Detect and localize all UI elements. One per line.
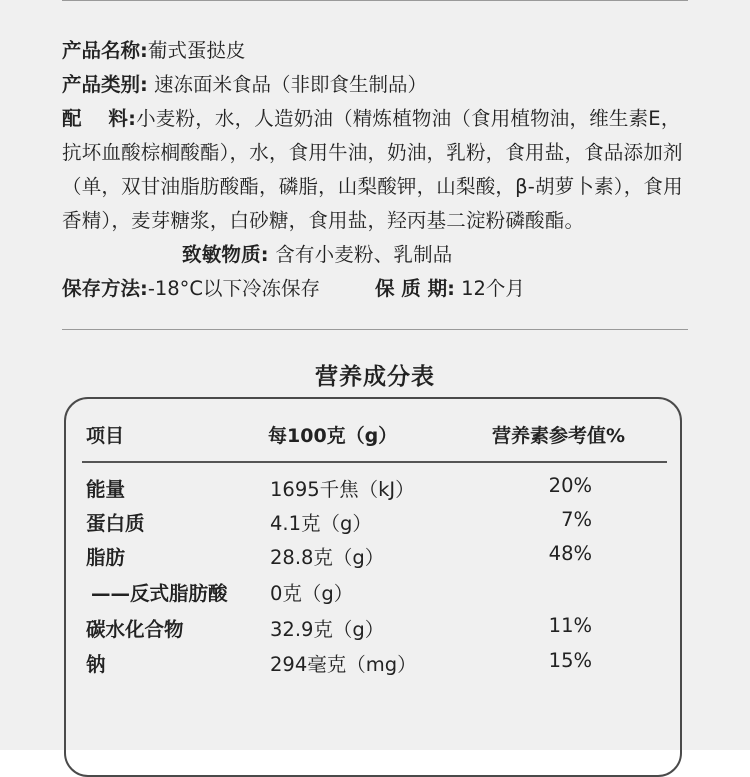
table-row: [0, 508, 750, 542]
section-divider: [62, 329, 688, 330]
nutrient-name: ——反式脂肪酸: [91, 582, 228, 605]
shelf-life-value: 12个月: [454, 277, 525, 300]
product-info-section: [62, 34, 692, 306]
header-item: 项目: [86, 425, 125, 447]
header-per-100g: 每100克（g）: [268, 425, 398, 447]
product-name-label: 产品名称:: [62, 39, 148, 62]
shelf-life-label: 保 质 期:: [375, 277, 455, 300]
nutrient-per-100g: 1695千焦（kJ）: [270, 478, 415, 501]
nutrient-nrv: 15%: [548, 649, 592, 672]
product-category-value: 速冻面米食品（非即食生制品）: [147, 73, 428, 96]
nutrient-per-100g: 32.9克（g）: [270, 618, 385, 641]
table-row: [0, 649, 750, 683]
ingredients-label: 配 料:: [62, 107, 137, 130]
product-name-value: 葡式蛋挞皮: [147, 39, 246, 62]
nutrient-per-100g: 28.8克（g）: [270, 546, 385, 569]
nutrient-per-100g: 4.1克（g）: [270, 512, 372, 535]
table-row: [0, 542, 750, 576]
nutrient-per-100g: 0克（g）: [270, 582, 354, 605]
nutrient-name: 脂肪: [86, 546, 126, 569]
nutrient-name: 能量: [86, 478, 126, 501]
ingredients-row: [62, 102, 692, 272]
nutrient-name: 碳水化合物: [86, 618, 184, 641]
nutrient-name: 钠: [86, 653, 106, 676]
ingredients-value: 小麦粉，水，人造奶油（精炼植物油（食用植物油，维生素E，抗坏血酸棕榈酸酯），水，食用牛油，奶油，乳粉，食用盐，食品添加剂（单，双甘油脂肪酸酯，磷脂，山梨酸钾，山梨酸，β-胡萝卜素），食用香精），麦芽糖浆，白砂糖，食用盐，羟丙基二淀粉磷酸酯。: [62, 107, 683, 232]
nutrient-nrv: 20%: [548, 474, 592, 497]
allergen-value: 含有小麦粉、乳制品: [268, 243, 453, 266]
nutrient-per-100g: 294毫克（mg）: [270, 653, 417, 676]
table-row: [0, 474, 750, 508]
product-name-row: [62, 34, 692, 68]
nutrient-nrv: 7%: [561, 508, 592, 531]
storage-label: 保存方法:: [62, 277, 148, 300]
nutrient-nrv: 48%: [548, 542, 592, 565]
product-category-label: 产品类别:: [62, 73, 148, 96]
nutrient-nrv: 11%: [548, 614, 592, 637]
nutrition-table-title: 营养成分表: [315, 364, 435, 390]
nutrient-name: 蛋白质: [86, 512, 145, 535]
top-divider: [62, 0, 688, 1]
header-nrv: 营养素参考值%: [492, 425, 626, 447]
storage-shelf-row: [62, 272, 692, 306]
table-row: [0, 578, 750, 612]
storage-value: -18°C以下冷冻保存: [147, 277, 321, 300]
allergen-label: 致敏物质:: [182, 243, 269, 266]
product-category-row: [62, 68, 692, 102]
table-row: [0, 614, 750, 648]
header-divider: [82, 461, 667, 463]
